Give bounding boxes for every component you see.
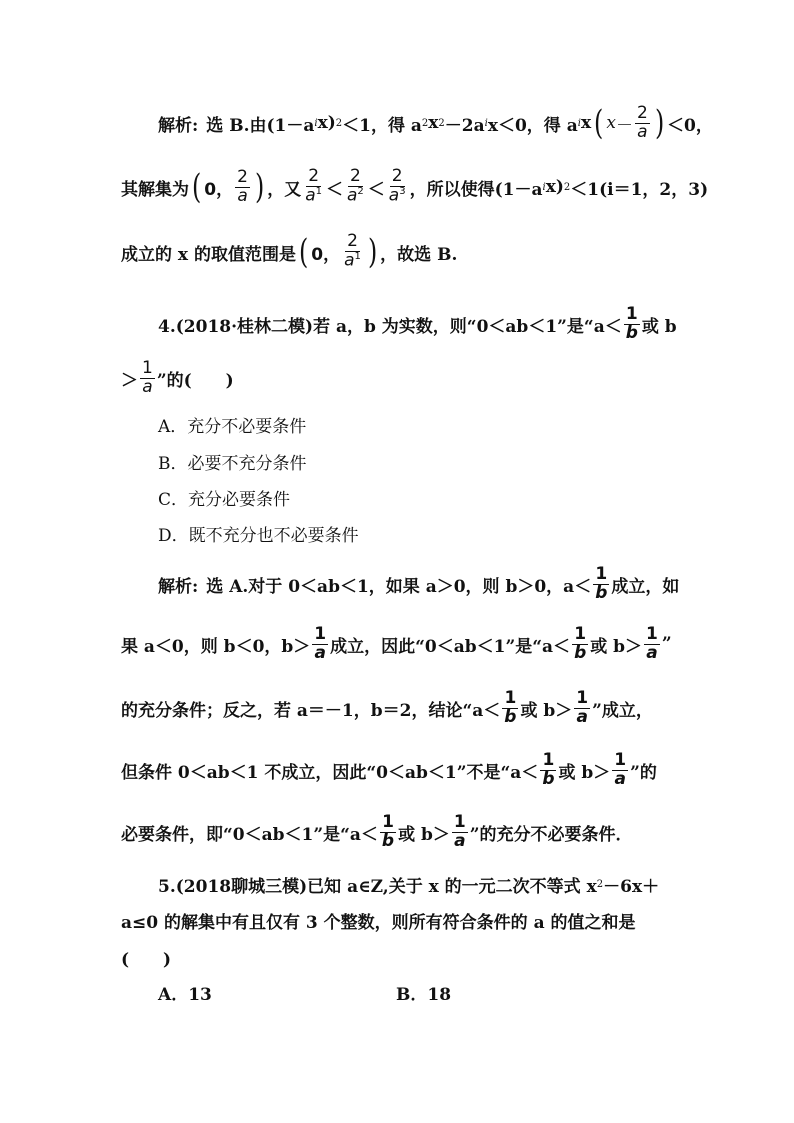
fraction: $\frac{1}{a}$ [453, 811, 466, 851]
fraction: $\frac{1}{b}$ [574, 623, 587, 663]
analysis4-line3: 的充分条件；反之，若 a＝－1，b＝2，结论“a＜ $\frac{1}{b}$ 或 b＞ $\frac{1}{a}$ ”成立， [121, 687, 653, 727]
fraction: $\frac{2}{a}$ [636, 102, 648, 142]
analysis3-line3: 成立的 x 的取值范围是 ( 0， $\frac{2}{a^1}$ ) ，故选 B. [121, 231, 458, 272]
fraction: $\frac{1}{b}$ [542, 749, 555, 789]
analysis-label: 解析: [158, 115, 199, 136]
fraction: $\frac{1}{a}$ [142, 357, 153, 397]
fraction: $\frac{2}{a^1}$ [305, 166, 322, 206]
fraction: $\frac{2}{a}$ [237, 166, 248, 206]
fraction: $\frac{2}{a^1}$ [344, 231, 361, 271]
fraction: $\frac{1}{b}$ [625, 303, 638, 343]
q4-option-c: C．充分必要条件 [158, 489, 291, 510]
q5-line3: ( ) [121, 949, 172, 970]
analysis4-line1: 解析: 选 A.对于 0＜ab＜1，如果 a＞0，则 b＞0，a＜ $\frac{1}{b}$ 成立，如 [158, 563, 680, 603]
q4-option-a: A．充分不必要条件 [158, 416, 307, 437]
analysis4-line2: 果 a＜0，则 b＜0，b＞ $\frac{1}{a}$ 成立，因此“0＜ab＜1”是“a＜ $\frac{1}{b}$ 或 b＞ $\frac{1}{a}$ ” [121, 623, 672, 663]
q5-option-b: B．18 [396, 984, 452, 1005]
fraction: $\frac{1}{b}$ [595, 563, 608, 603]
fraction: $\frac{1}{a}$ [646, 623, 658, 663]
analysis4-line5: 必要条件，即“0＜ab＜1”是“a＜ $\frac{1}{b}$ 或 b＞ $\frac{1}{a}$ ”的充分不必要条件． [121, 811, 633, 851]
q5-line2: a≤0 的解集中有且仅有 3 个整数，则所有符合条件的 a 的值之和是 [121, 912, 636, 933]
q5-option-a: A．13 [158, 984, 212, 1005]
q5-line1: 5.(2018聊城三模)已知 a∈Z,关于 x 的一元二次不等式 x 2 －6x＋ [158, 876, 660, 897]
q4-option-b: B．必要不充分条件 [158, 453, 307, 474]
analysis4-line4: 但条件 0＜ab＜1 不成立，因此“0＜ab＜1”不是“a＜ $\frac{1}{b}$ 或 b＞ $\frac{1}{a}$ ”的 [121, 749, 657, 789]
analysis3-line2: 其解集为 ( 0， $\frac{2}{a}$ ) ，又 $\frac{2}{a^1}$ ＜ $\frac{2}{a^2}$ ＜ $\frac{2}{a^3}$ ，所以使得(1－a i x) 2 ＜1(i＝1，2，3) [121, 166, 709, 207]
fraction: $\frac{1}{a}$ [576, 687, 589, 727]
q4-stem-line2: ＞ $\frac{1}{a}$ ”的( ) [121, 357, 234, 397]
analysis3-line1: 解析: 选 B.由(1－a i x) 2 ＜1，得 a 2 x 2 －2a i x＜0，得 a i x ( x － $\frac{2}{a}$ ) ＜0， [158, 102, 713, 143]
fraction: $\frac{1}{b}$ [504, 687, 517, 727]
fraction: $\frac{1}{a}$ [314, 623, 327, 663]
fraction: $\frac{1}{b}$ [381, 811, 395, 851]
fraction: $\frac{2}{a^2}$ [347, 166, 364, 206]
fraction: $\frac{1}{a}$ [614, 749, 627, 789]
q4-stem-line1: 4.(2018·桂林二模)若 a，b 为实数，则“0＜ab＜1”是“a＜ $\frac{1}{b}$ 或 b [158, 303, 677, 343]
q5-options [0, 978, 794, 1006]
q4-option-d: D．既不充分也不必要条件 [158, 525, 359, 546]
fraction: $\frac{2}{a^3}$ [388, 166, 406, 206]
